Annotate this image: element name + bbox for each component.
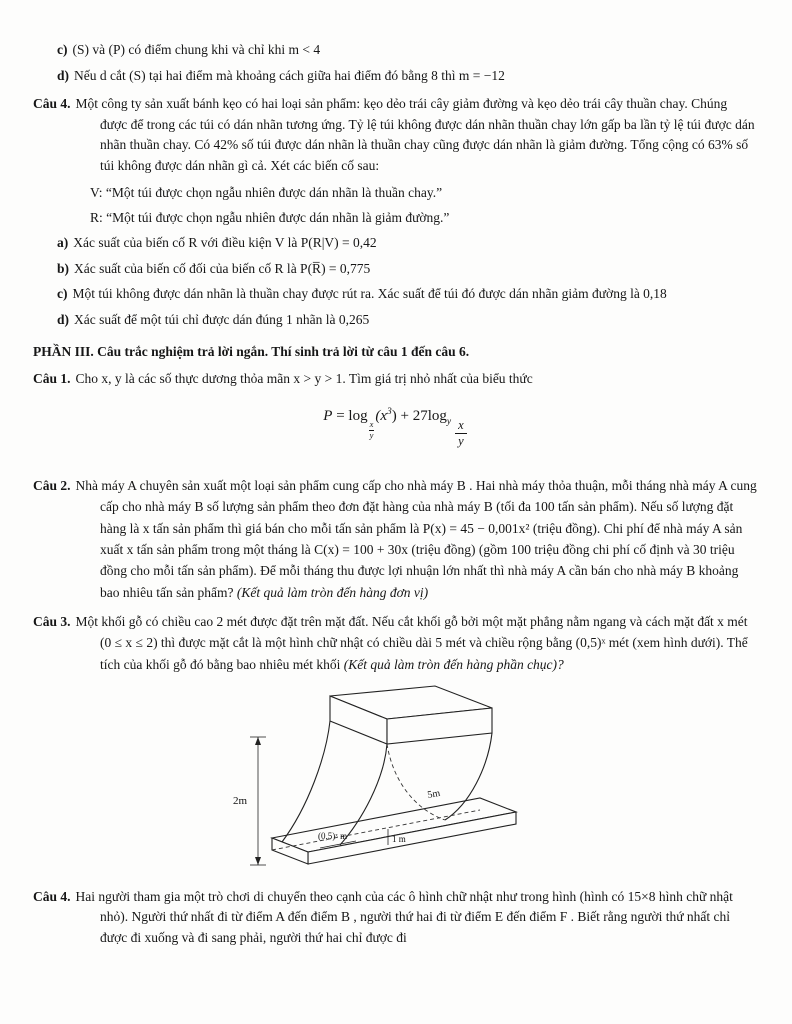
question-label: Câu 1. — [33, 371, 71, 387]
option-d-label: d) — [57, 311, 70, 327]
height-label: 2m — [233, 794, 248, 807]
question-label: Câu 3. — [33, 613, 71, 629]
formula-exponent: 3 — [387, 406, 392, 417]
formula-log1: = log — [332, 407, 368, 424]
statement-c-text: (S) và (P) có điểm chung khi và chỉ khi m < 4 — [72, 42, 321, 57]
wood-block-drawing — [230, 682, 560, 877]
fraction-denominator: y — [458, 433, 464, 448]
event-v — [90, 183, 757, 203]
question-cau2 — [33, 475, 757, 603]
sub-frac-denominator: y — [369, 429, 374, 440]
question-cau1 — [33, 369, 757, 390]
question-text: Hai người tham gia một trò chơi di chuyển theo cạnh của các ô hình chữ nhật như trong hình (hình có 15×8 hình chữ nhật nhỏ). Người thứ nhất đi từ điểm A đến điểm B , người thứ hai đi từ điểm E đến điểm F . Biết rằng người thứ nhất chỉ được đi xuống và đi sang phải, người thứ hai chỉ được đi — [75, 888, 733, 945]
cau1-formula — [33, 406, 757, 449]
question-text: Nhà máy A chuyên sản xuất một loại sản phẩm cung cấp cho nhà máy B . Hai nhà máy thỏa thuận, mỗi tháng nhà máy A cung cấp cho nhà máy B số lượng sản phẩm theo đơn đặt hàng của nhà máy B (tối đa 100 tấn sản phẩm). Nếu số lượng đặt hàng là x tấn sản phẩm thì giá bán cho mỗi tấn sản phẩm là P(x) = 45 − 0,001x² (triệu đồng). Chi phí để nhà máy A sản xuất x tấn sản phẩm trong một tháng là C(x) = 100 + 30x (triệu đồng) (gồm 100 triệu đồng chi phí cố định và 30 triệu đồng cho mỗi tấn sản phẩm). Để mỗi tháng thu được lợi nhuận lớn nhất thì nhà máy A cần bán cho nhà máy B khoảng bao nhiêu tấn sản phẩm? — [75, 477, 757, 600]
length-label: 5m — [426, 787, 442, 801]
question-cau4-probability — [33, 94, 757, 176]
option-c-text: Một túi không được dán nhãn là thuần chay được rút ra. Xác suất để túi đó được dán nhãn giảm đường là 0,18 — [72, 286, 667, 302]
statement-d — [57, 66, 757, 86]
width-base-label: 1 m — [392, 833, 406, 844]
statement-c-label: c) — [57, 42, 68, 57]
option-a-text: Xác suất của biến cố R với điều kiện V là P(R|V) = 0,42 — [73, 234, 377, 250]
formula-arg-open: (x — [375, 407, 388, 424]
option-c — [57, 284, 757, 304]
sub-frac-numerator: x — [369, 418, 374, 429]
wood-block-figure — [33, 682, 757, 877]
option-c-label: c) — [57, 286, 68, 302]
question-cau4-grid — [33, 887, 757, 949]
statement-c — [57, 40, 757, 60]
option-a-label: a) — [57, 234, 69, 250]
question-text: Cho x, y là các số thực dương thỏa mãn x > y > 1. Tìm giá trị nhỏ nhất của biểu thức — [75, 371, 533, 387]
option-b-text: Xác suất của biến cố đối của biến cố R là P(R̅) = 0,775 — [74, 260, 371, 276]
question-label: Câu 2. — [33, 477, 71, 493]
dim-arrow-top — [255, 737, 261, 745]
rounding-note: (Kết quả làm tròn đến hàng đơn vị) — [236, 584, 429, 600]
dim-arrow-bottom — [255, 857, 261, 865]
formula-log2-base: y — [446, 416, 452, 427]
formula-var-p: P — [323, 407, 333, 424]
option-d-text: Xác suất để một túi chỉ được dán đúng 1 nhãn là 0,265 — [74, 311, 370, 327]
part3-heading-text: PHẦN III. Câu trắc nghiệm trả lời ngắn. Thí sinh trả lời từ câu 1 đến câu 6. — [33, 343, 470, 359]
question-label: Câu 4. — [33, 96, 71, 112]
question-cau3 — [33, 611, 757, 675]
event-v-text: V: “Một túi được chọn ngẫu nhiên được dán nhãn là thuần chay.” — [90, 185, 443, 201]
part3-heading — [33, 342, 757, 362]
pedestal-left-edge — [282, 721, 330, 842]
width-expr-label: (0,5)ˣ m — [318, 830, 348, 841]
rounding-note: (Kết quả làm tròn đến hàng phần chục)? — [343, 656, 564, 672]
fraction-numerator: x — [455, 418, 467, 434]
option-b-label: b) — [57, 260, 70, 276]
option-d — [57, 310, 757, 330]
formula-log2: + 27log — [396, 407, 447, 424]
formula-fraction — [455, 418, 467, 449]
formula-sub-fraction — [369, 420, 375, 441]
formula-arg-close: ) — [391, 407, 397, 424]
statement-d-text: Nếu d cắt (S) tại hai điểm mà khoảng cách giữa hai điểm đó bằng 8 thì m = −12 — [74, 67, 505, 83]
question-text: Một khối gỗ có chiều cao 2 mét được đặt trên mặt đất. Nếu cắt khối gỗ bởi một mặt phẳng nằm ngang và cách mặt đất x mét (0 ≤ x ≤ 2) thì được mặt cắt là một hình chữ nhật có chiều dài 5 mét và chiều rộng bằng (0,5)ˣ mét (xem hình dưới). Thể tích của khối gỗ đó bằng bao nhiêu mét khối — [75, 613, 748, 672]
statement-d-label: d) — [57, 67, 70, 83]
question-label: Câu 4. — [33, 888, 71, 904]
event-r — [90, 208, 757, 228]
option-b — [57, 259, 757, 279]
event-r-text: R: “Một túi được chọn ngẫu nhiên được dán nhãn là giảm đường.” — [90, 210, 450, 226]
question-text: Một công ty sản xuất bánh kẹo có hai loại sản phẩm: kẹo dẻo trái cây giảm đường và kẹo dẻo trái cây thuần chay. Chúng được để trong các túi có dán nhãn tương ứng. Tỷ lệ túi không được dán nhãn thuần chay lớn gấp ba lần tỷ lệ túi được dán nhãn thuần chay. Có 42% số túi được dán nhãn là thuần chay cũng được dán nhãn là giảm đường. Tổng cộng có 63% số túi không được dán nhãn gì cả. Xét các biến cố sau: — [75, 96, 755, 173]
option-a — [57, 233, 757, 253]
